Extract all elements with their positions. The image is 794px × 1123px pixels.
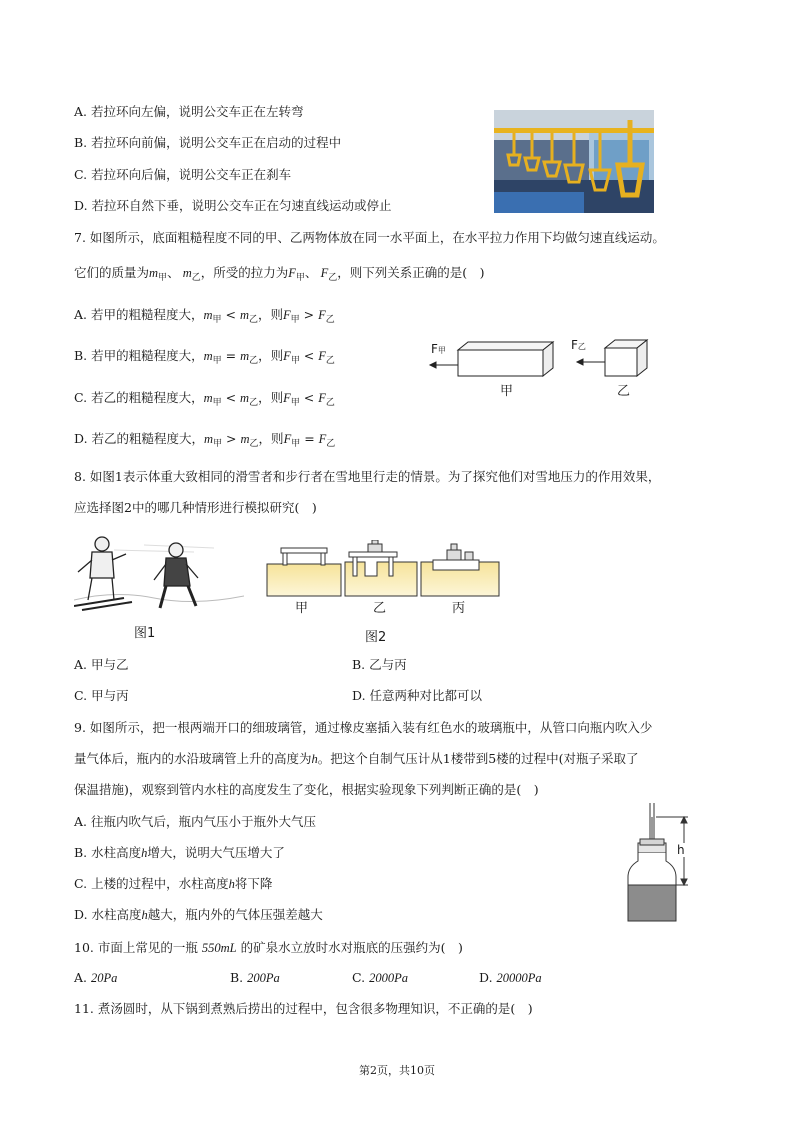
q8-option-c: C. 甲与丙: [74, 688, 129, 703]
bus-handle-photo: [494, 110, 654, 213]
q9-fig-height-label: h: [677, 843, 685, 857]
q8-stem-line1: 8. 如图1表示体重大致相同的滑雪者和步行者在雪地里行走的情景。为了探究他们对雪地压力的作用效果，: [74, 469, 661, 484]
q10-option-b: B. 200Pa: [230, 970, 280, 985]
q11-stem: 11. 煮汤圆时，从下锅到煮熟后捞出的过程中，包含很多物理知识，不正确的是( ): [74, 1001, 533, 1016]
q8-option-a: A. 甲与乙: [74, 657, 129, 672]
q7-fig-label-yi: 乙: [617, 384, 631, 399]
q6-option-c: C. 若拉环向后偏，说明公交车正在刹车: [74, 167, 292, 182]
q7-option-d: D. 若乙的粗糙程度大，$m_甲 > m_乙$，则$F_甲 = F_乙$: [74, 431, 336, 448]
q8-option-d: D. 任意两种对比都可以: [352, 688, 483, 703]
q9-option-a: A. 往瓶内吹气后，瓶内气压小于瓶外大气压: [74, 814, 316, 829]
q8-option-b: B. 乙与丙: [352, 657, 407, 672]
q9-stem-line1: 9. 如图所示，把一根两端开口的细玻璃管，通过橡皮塞插入装有红色水的玻璃瓶中，从管口向瓶内吹入少: [74, 720, 653, 735]
q7-option-b: B. 若甲的粗糙程度大，$m_甲 = m_乙$，则$F_甲 < F_乙$: [74, 348, 335, 365]
q8-fig2-caption: 图2: [365, 630, 387, 645]
page-footer: 第2页，共10页: [359, 1064, 435, 1077]
q10-option-a: A. 20Pa: [74, 970, 118, 985]
q8-fig2-label-bing: 丙: [452, 601, 466, 616]
q8-fig2-label-yi: 乙: [373, 601, 387, 616]
q7-option-a: A. 若甲的粗糙程度大，$m_甲 < m_乙$，则$F_甲 > F_乙$: [74, 307, 335, 324]
q9-option-c: C. 上楼的过程中，水柱高度h将下降: [74, 876, 273, 891]
q9-option-b: B. 水柱高度h增大，说明大气压增大了: [74, 845, 285, 860]
q7-stem-line1: 7. 如图所示，底面粗糙程度不同的甲、乙两物体放在同一水平面上，在水平拉力作用下均做匀速直线运动。: [74, 230, 665, 245]
q6-option-a: A. 若拉环向左偏，说明公交车正在左转弯: [74, 104, 304, 119]
q9-option-d: D. 水柱高度h越大，瓶内外的气体压强差越大: [74, 907, 323, 922]
q8-stem-line2: 应选择图2中的哪几种情形进行模拟研究( ): [74, 500, 317, 515]
q7-blocks-figure: [425, 332, 665, 400]
q10-stem: 10. 市面上常见的一瓶 550mL 的矿泉水立放时水对瓶底的压强约为( ): [74, 940, 463, 955]
q7-option-c: C. 若乙的粗糙程度大，$m_甲 < m_乙$，则$F_甲 < F_乙$: [74, 390, 335, 407]
q7-fig-force-jia: F甲: [431, 342, 446, 356]
q8-fig1-caption: 图1: [134, 626, 156, 641]
q8-figure-2: [265, 540, 505, 645]
q8-fig2-label-jia: 甲: [295, 601, 309, 616]
q9-stem-line3: 保温措施)，观察到管内水柱的高度发生了变化，根据实验现象下列判断正确的是( ): [74, 782, 539, 797]
q7-stem-line2: 它们的质量为$m_甲$、 $m_乙$，所受的拉力为$F_甲$、 $F_乙$，则下列关系正确的是( ): [74, 265, 485, 282]
q7-fig-label-jia: 甲: [500, 384, 514, 399]
q6-option-d: D. 若拉环自然下垂，说明公交车正在匀速直线运动或停止: [74, 198, 392, 213]
q8-figure-1: [74, 530, 244, 640]
q9-stem-line2: 量气体后，瓶内的水沿玻璃管上升的高度为h。把这个自制气压计从1楼带到5楼的过程中(对瓶子采取了: [74, 751, 639, 766]
q6-option-b: B. 若拉环向前偏，说明公交车正在启动的过程中: [74, 135, 342, 150]
q10-option-d: D. 20000Pa: [479, 970, 542, 985]
q7-fig-force-yi: F乙: [571, 338, 586, 352]
q9-barometer-figure: [622, 803, 702, 925]
q10-option-c: C. 2000Pa: [352, 970, 408, 985]
